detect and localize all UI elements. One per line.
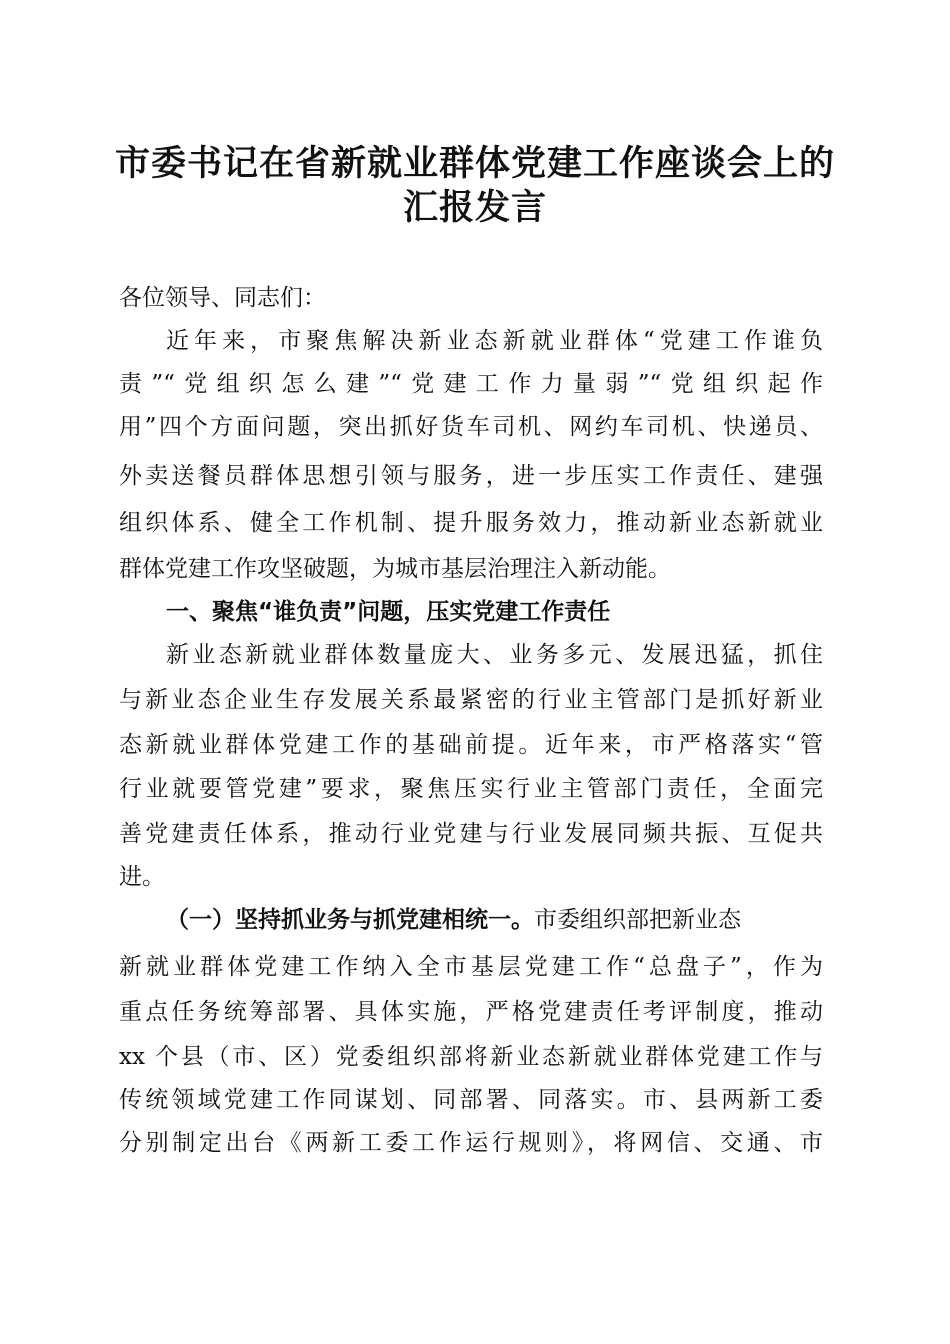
subsection-1-line: 分别制定出台《两新工委工作运行规则》，将网信、交通、市	[119, 1130, 823, 1156]
section-1-line: 与新业态企业生存发展关系最紧密的行业主管部门是抓好新业	[119, 687, 823, 713]
section-1-line: 善党建责任体系，推动行业党建与行业发展同频共振、互促共	[119, 821, 823, 847]
subsection-1-line: xx 个县（市、区）党委组织部将新业态新就业群体党建工作与	[119, 1044, 823, 1070]
intro-line: 外卖送餐员群体思想引领与服务，进一步压实工作责任、建强	[119, 463, 823, 489]
section-1-heading: 一、聚焦“谁负责”问题，压实党建工作责任	[166, 599, 611, 625]
subsection-1-line: 传统领域党建工作同谋划、同部署、同落实。市、县两新工委	[119, 1087, 823, 1113]
section-1-line: 行业就要管党建”要求，聚焦压实行业主管部门责任，全面完	[119, 776, 823, 802]
salutation: 各位领导、同志们：	[119, 285, 326, 311]
section-1-line: 新业态新就业群体数量庞大、业务多元、发展迅猛，抓住	[166, 642, 823, 668]
document-title-line-1: 市委书记在省新就业群体党建工作座谈会上的	[114, 143, 835, 184]
section-1-line: 进。	[119, 864, 165, 890]
document-title-line-2: 汇报发言	[402, 187, 547, 228]
subsection-1-first-line-rest: 市委组织部把新业态	[534, 907, 741, 933]
subsection-1-line: 新就业群体党建工作纳入全市基层党建工作“总盘子”，作为	[119, 954, 823, 980]
intro-line: 用”四个方面问题，突出抓好货车司机、网约车司机、快递员、	[119, 414, 823, 440]
subsection-1-first-line	[166, 903, 823, 937]
intro-line: 近年来，市聚焦解决新业态新就业群体“党建工作谁负	[166, 328, 823, 354]
subsection-1-heading: （一）坚持抓业务与抓党建相统一。	[166, 906, 534, 933]
intro-line: 群体党建工作攻坚破题，为城市基层治理注入新动能。	[119, 556, 671, 582]
subsection-1-line: 重点任务统筹部署、具体实施，严格党建责任考评制度，推动	[119, 999, 823, 1025]
section-1-line: 态新就业群体党建工作的基础前提。近年来，市严格落实“管	[119, 732, 823, 758]
intro-line: 组织体系、健全工作机制、提升服务效力，推动新业态新就业	[119, 510, 823, 536]
intro-line: 责”“党组织怎么建”“党建工作力量弱”“党组织起作	[119, 371, 823, 397]
